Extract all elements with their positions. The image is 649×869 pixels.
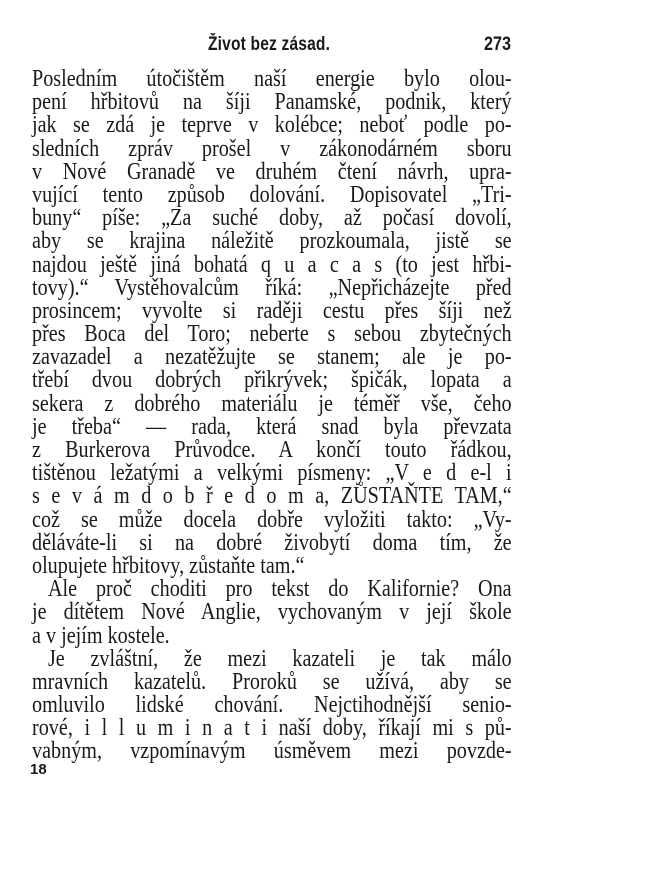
text-line: rové, i l l u m i n a t i naší doby, říkají mi s pů-: [32, 715, 512, 742]
text-line: prosincem; vyvolte si raději cestu přes šíji než: [32, 297, 512, 324]
text-line: omluvilo lidské chování. Nejctihodnější senio-: [32, 692, 512, 719]
text-line: přes Boca del Toro; neberte s sebou zbytečných: [32, 321, 512, 348]
text-line: vabným, vzpomínavým úsměvem mezi povzde-: [32, 738, 512, 765]
body-text: [32, 68, 512, 764]
page-number: 273: [484, 34, 511, 55]
text-line: je třeba“ — rada, která snad byla převzata: [32, 413, 512, 440]
text-line: děláváte-li si na dobré živobytí doma tím, že: [32, 529, 512, 556]
text-line: buny“ píše: „Za suché doby, až počasí dovolí,: [32, 205, 512, 232]
running-title: Život bez zásad.: [208, 34, 331, 55]
text-line: tištěnou ležatými a velkými písmeny: „V e d e-l i: [32, 460, 512, 487]
text-line: Ale proč choditi pro tekst do Kalifornie? Ona: [47, 576, 512, 603]
text-line: Posledním útočištěm naší energie bylo olou-: [32, 66, 512, 92]
text-line: sledních zpráv prošel v zákonodárném sboru: [32, 135, 512, 162]
running-header: [0, 34, 649, 64]
text-line: Je zvláštní, že mezi kazateli je tak málo: [47, 645, 512, 672]
signature-mark: 18: [30, 761, 47, 778]
text-line: olupujete hřbitovy, zůstaňte tam.“: [32, 552, 305, 579]
text-line: mravních kazatelů. Proroků se užívá, aby se: [32, 668, 512, 695]
text-line: pení hřbitovů na šíji Panamské, podnik, který: [32, 89, 512, 116]
text-line: najdou ještě jiná bohatá q u a c a s (to jest hřbi-: [32, 251, 512, 278]
text-line: s e v á m d o b ř e d o m a, ZŮSTAŇTE TAM,“: [32, 483, 512, 510]
text-line: jak se zdá je teprve v kolébce; neboť podle po-: [32, 112, 512, 139]
text-line: třebí dvou dobrých přikrývek; špičák, lopata a: [32, 367, 512, 394]
text-line: zavazadel a nezatěžujte se stanem; ale je po-: [32, 344, 512, 371]
text-line: a v jejím kostele.: [32, 622, 170, 649]
text-line: což se může docela dobře vyložiti takto: „Vy-: [32, 506, 512, 533]
text-line: aby se krajina náležitě prozkoumala, jistě se: [32, 228, 512, 255]
text-line: vující tento způsob dolování. Dopisovatel „Tri-: [32, 181, 512, 208]
text-line: z Burkerova Průvodce. A končí touto řádkou,: [32, 437, 512, 463]
text-line: je dítětem Nové Anglie, vychovaným v její škole: [32, 599, 512, 626]
text-line: v Nové Granadě ve druhém čtení návrh, upra-: [32, 158, 512, 185]
text-line: tovy).“ Vystěhovalcům říká: „Nepřicházejte před: [32, 274, 512, 301]
text-line: sekera z dobrého materiálu je téměř vše, čeho: [32, 390, 512, 417]
